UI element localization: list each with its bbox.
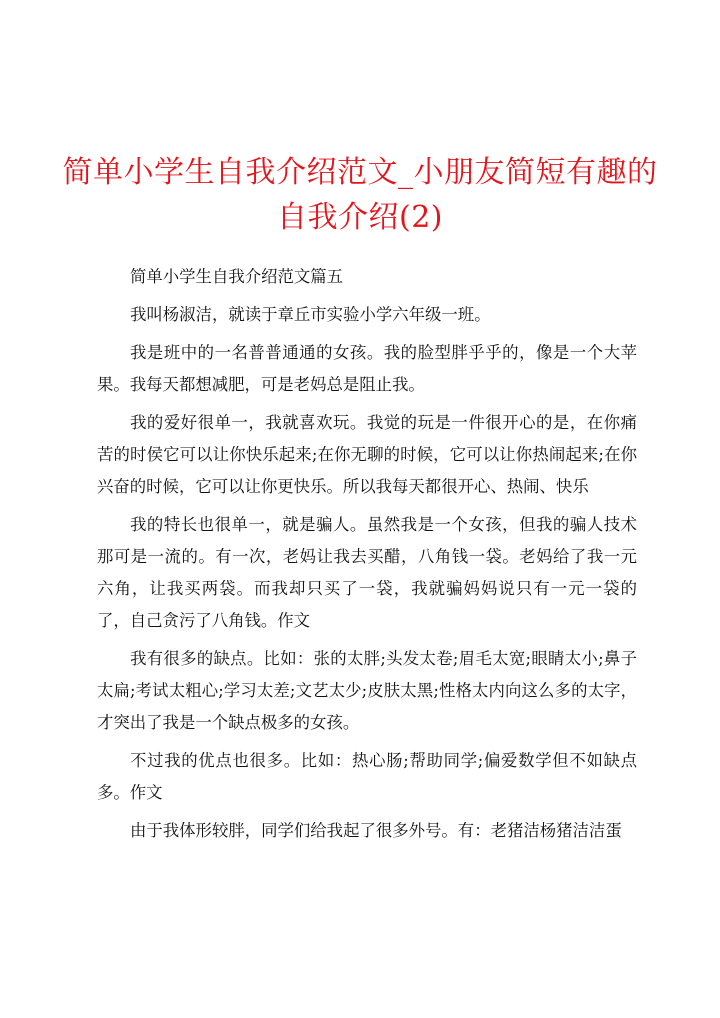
section-heading: 简单小学生自我介绍范文篇五	[130, 267, 344, 286]
paragraph: 我叫杨淑洁，就读于章丘市实验小学六年级一班。	[130, 305, 491, 324]
paragraph: 我有很多的缺点。比如：张的太胖;头发太卷;眉毛太宽;眼睛太小;鼻子太扁;考试太粗心;学习太差;文艺太少;皮肤太黑;性格太内向这么多的太字，才突出了我是一个缺点极多的女孩。	[97, 649, 637, 732]
paragraph: 我的特长也很单一，就是骗人。虽然我是一个女孩，但我的骗人技术那可是一流的。有一次，老妈让我去买醋，八角钱一袋。老妈给了我一元六角，让我买两袋。而我却只买了一袋，我就骗妈妈说只有一元一袋的了，自己贪污了八角钱。作文	[97, 515, 637, 630]
document-title-line-1: 简单小学生自我介绍范文_小朋友简短有趣的	[62, 155, 658, 190]
paragraph: 我的爱好很单一，我就喜欢玩。我觉的玩是一件很开心的是，在你痛苦的时侯它可以让你快乐起来;在你无聊的时候，它可以让你热闹起来;在你兴奋的时候，它可以让你更快乐。所以我每天都很开心、热闹、快乐	[97, 413, 637, 496]
document-body	[97, 261, 637, 853]
paragraph: 不过我的优点也很多。比如：热心肠;帮助同学;偏爱数学但不如缺点多。作文	[97, 751, 637, 802]
paragraph: 我是班中的一名普普通通的女孩。我的脸型胖乎乎的，像是一个大苹果。我每天都想减肥，可是老妈总是阻止我。	[97, 343, 637, 394]
paragraph: 由于我体形较胖，同学们给我起了很多外号。有：老猪洁杨猪洁洁蛋	[130, 821, 622, 840]
document-title-line-2: 自我介绍(2)	[277, 200, 443, 235]
